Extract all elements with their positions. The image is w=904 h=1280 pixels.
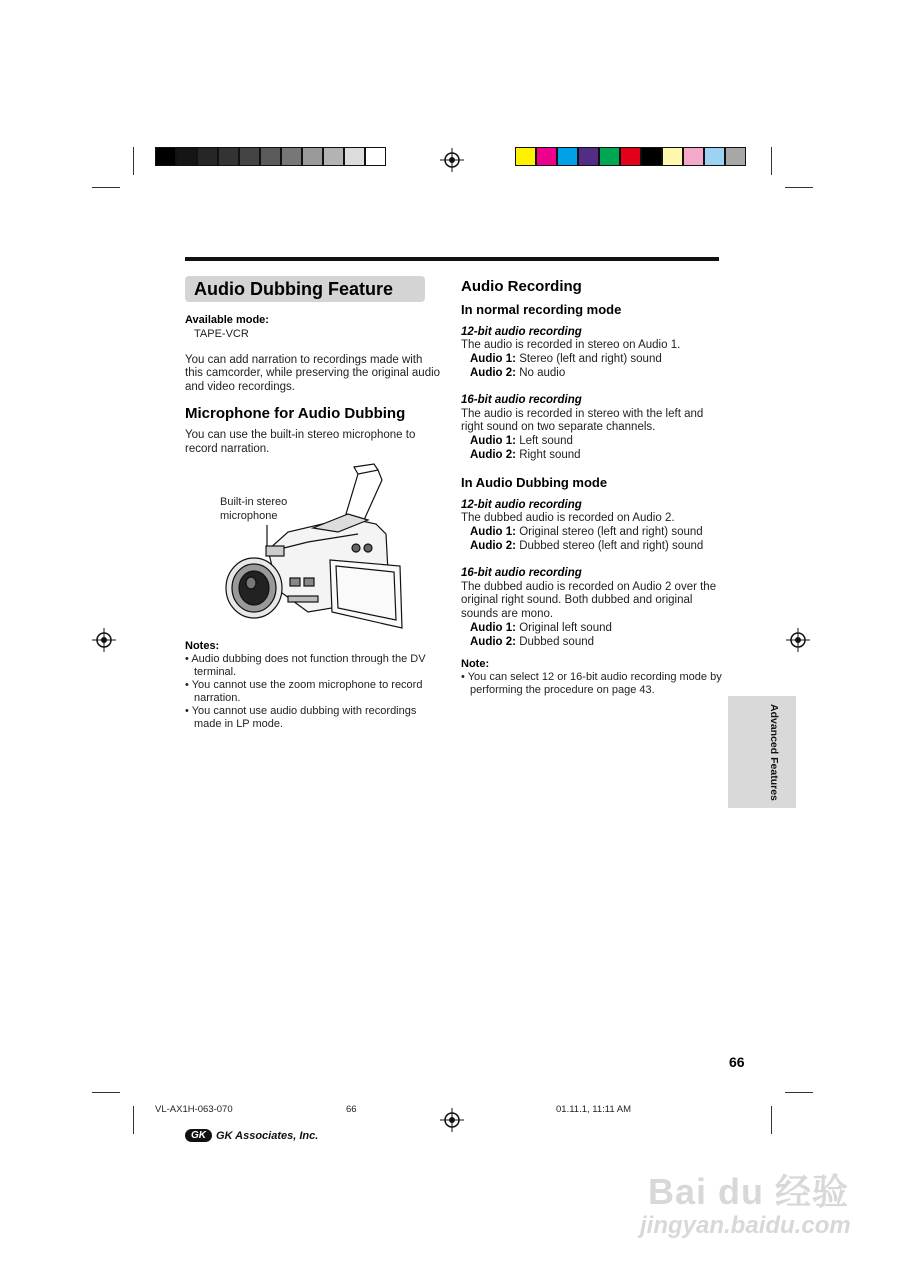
note-item: • You cannot use the zoom microphone to record narration.	[185, 679, 423, 704]
audio-line: Audio 2: Right sound	[470, 448, 581, 461]
color-swatch	[260, 147, 281, 166]
color-swatch	[515, 147, 536, 166]
normal-12bit-title: 12-bit audio recording	[461, 325, 582, 338]
crop-mark	[785, 1092, 813, 1093]
audio-line: Audio 1: Original stereo (left and right) sound	[470, 526, 703, 539]
audio-line: Audio 2: No audio	[470, 366, 566, 379]
registration-target-icon	[786, 628, 810, 652]
note-item: • You can select 12 or 16-bit audio recording mode by performing the procedure on page 43.	[461, 671, 722, 697]
camcorder-illustration	[218, 462, 418, 634]
dubbing-mode-title: In Audio Dubbing mode	[461, 474, 608, 490]
audio-recording-title: Audio Recording	[461, 278, 582, 295]
crop-mark	[785, 187, 813, 188]
color-swatch	[620, 147, 641, 166]
color-swatch	[281, 147, 302, 166]
note-title: Note:	[461, 657, 490, 670]
gk-logo-text: GK Associates, Inc.	[216, 1129, 319, 1142]
audio-line: Audio 2: Dubbed sound	[470, 635, 595, 648]
footer-date: 01.11.1, 11:11 AM	[556, 1104, 631, 1115]
color-swatch	[725, 147, 746, 166]
section-title: Audio Dubbing Feature	[185, 276, 425, 302]
color-swatch	[302, 147, 323, 166]
right-column	[461, 280, 723, 697]
crop-mark	[771, 147, 772, 175]
color-swatch	[323, 147, 344, 166]
figure-callout-line2: microphone	[220, 509, 278, 522]
mic-text: You can use the built-in stereo microphone to record narration.	[185, 428, 416, 455]
footer-page: 66	[346, 1104, 357, 1115]
crop-mark	[133, 1106, 134, 1134]
registration-target-icon	[440, 148, 464, 172]
baidu-watermark-url: jingyan.baidu.com	[640, 1212, 851, 1239]
camcorder-figure	[218, 462, 418, 634]
registration-target-icon	[92, 628, 116, 652]
normal-mode-title: In normal recording mode	[461, 301, 622, 317]
intro-text: You can add narration to recordings made with this camcorder, while preserving the original audio and video recordings.	[185, 353, 441, 394]
footer-file: VL-AX1H-063-070	[155, 1104, 233, 1115]
normal-16bit-text: The audio is recorded in stereo with the left and right sound on two separate channels.	[461, 407, 704, 434]
gk-logo-mark: GK	[185, 1129, 212, 1142]
color-swatch	[197, 147, 218, 166]
baidu-watermark: Bai du 经验	[648, 1171, 850, 1212]
color-swatch	[599, 147, 620, 166]
color-swatch-bar	[515, 147, 746, 166]
available-mode-value: TAPE-VCR	[194, 327, 249, 340]
color-swatch	[176, 147, 197, 166]
crop-mark	[92, 187, 120, 188]
available-mode-label: Available mode:	[185, 314, 269, 326]
registration-target-icon	[440, 1108, 464, 1132]
side-tab-label: Advanced Features	[768, 704, 780, 801]
note-item: • Audio dubbing does not function through the DV terminal.	[185, 653, 426, 678]
normal-16bit-title: 16-bit audio recording	[461, 393, 582, 406]
crop-mark	[92, 1092, 120, 1093]
gray-swatch-bar	[155, 147, 386, 166]
crop-mark	[133, 147, 134, 175]
crop-mark	[771, 1106, 772, 1134]
audio-line: Audio 1: Original left sound	[470, 621, 612, 634]
color-swatch	[536, 147, 557, 166]
color-swatch	[578, 147, 599, 166]
dub-16bit-title: 16-bit audio recording	[461, 566, 582, 579]
color-swatch	[155, 147, 176, 166]
color-swatch	[218, 147, 239, 166]
color-swatch	[557, 147, 578, 166]
note-item: • You cannot use audio dubbing with recordings made in LP mode.	[185, 705, 417, 730]
figure-callout-line1: Built-in stereo	[220, 496, 288, 508]
dub-12bit-text: The dubbed audio is recorded on Audio 2.	[461, 512, 675, 525]
color-swatch	[365, 147, 386, 166]
color-swatch	[704, 147, 725, 166]
color-swatch	[344, 147, 365, 166]
side-tab	[728, 696, 796, 808]
left-column	[185, 276, 443, 456]
color-swatch	[662, 147, 683, 166]
normal-12bit-text: The audio is recorded in stereo on Audio 1.	[461, 339, 681, 352]
notes-block	[185, 640, 443, 731]
mic-title: Microphone for Audio Dubbing	[185, 404, 406, 422]
page-number: 66	[729, 1054, 745, 1070]
audio-line: Audio 1: Left sound	[470, 435, 573, 448]
color-swatch	[239, 147, 260, 166]
audio-line: Audio 2: Dubbed stereo (left and right) sound	[470, 539, 704, 552]
color-swatch	[641, 147, 662, 166]
dub-12bit-title: 12-bit audio recording	[461, 498, 582, 511]
gk-logo	[185, 1129, 318, 1142]
notes-title: Notes:	[185, 640, 220, 652]
color-swatch	[683, 147, 704, 166]
dub-16bit-text: The dubbed audio is recorded on Audio 2 over the original right sound. Both dubbed and original sounds are mono.	[461, 580, 717, 621]
top-rule	[185, 257, 719, 261]
audio-line: Audio 1: Stereo (left and right) sound	[470, 353, 662, 366]
